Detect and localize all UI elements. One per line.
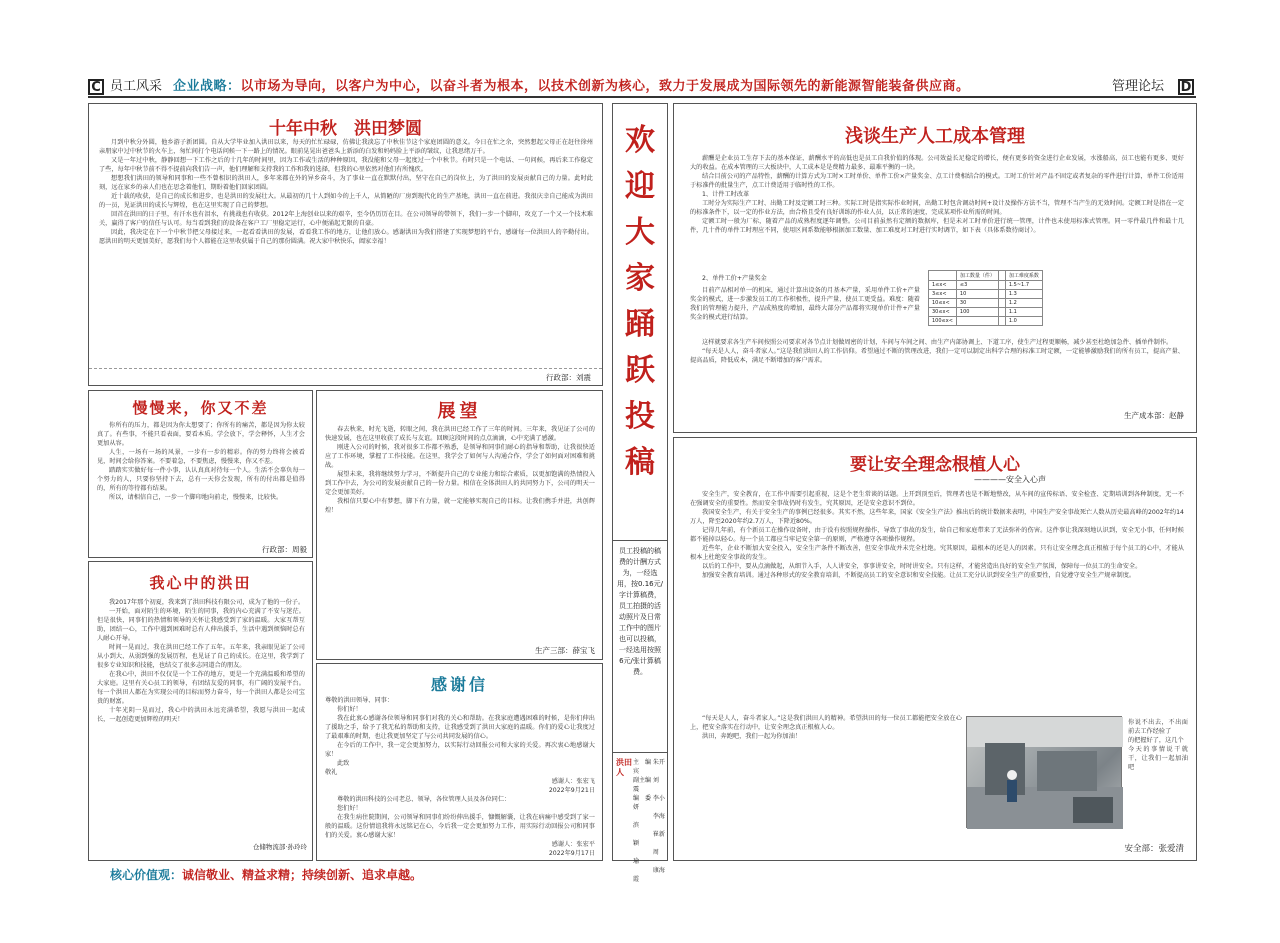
- divider: [89, 368, 602, 369]
- section-code-left: C: [88, 79, 104, 95]
- article-title: 十年中秋 洪田梦圆: [269, 119, 422, 139]
- coefficient-table: [928, 270, 1043, 326]
- paragraph: 人生，一场有一场的风景，一步有一步的精彩。你的努力终将会被看见，时间会给你答案。不要着急，不要焦虑，慢慢来，你又不差。: [97, 449, 305, 465]
- paragraph: 因此，我决定在下一个中秋节把父母接过来，一起看看洪田的发展，看看我工作的地方，让他们放心。感谢洪田为我们搭建了实现梦想的平台，感谢每一位洪田人的辛勤付出。愿洪田的明天更加美好，愿我们每个人都能在这里收获属于自己的那份圆满。祝大家中秋快乐，阖家幸福！: [99, 229, 593, 245]
- paragraph: 敬礼: [325, 769, 338, 776]
- paragraph: 所以，请相信自己，一步一个脚印地向前走，慢慢来，比较快。: [109, 494, 283, 501]
- paragraph: 工时分为实际生产工时、出勤工时及定额工时三种。实际工时是指实际作业时间，出勤工时包含调动时间+设计及操作方法不当，管理不当产生的无效时间。定额工时是指在一定的标准条件下，以一定的作业方法，由合格且受有良好训练的作业人员，以正常的速度，完成某项作业所需的时间。: [690, 200, 1184, 216]
- byline: 行政部：周毅: [262, 545, 307, 554]
- paragraph: 以后的工作中，要从点滴做起，从细节入手，人人讲安全，事事讲安全，时时讲安全。只有这样，才能营造出良好的安全生产氛围，保障每一位员工的生命安全。: [702, 563, 1142, 570]
- article-title: 浅谈生产人工成本管理: [845, 126, 1025, 147]
- paragraph: 你所有的压力，都是因为你太想要了；你所有的痛苦，都是因为你太较真了。有些事，不能只看表面，要看本质。学会放下，学会释怀，人生才会更加从容。: [97, 422, 305, 447]
- table-cell: 3≤x<: [929, 290, 957, 299]
- strategy-slogan: [173, 79, 970, 95]
- vertical-char: 跃: [625, 353, 655, 388]
- signature: 感谢人：张宏平: [551, 841, 595, 848]
- paragraph: 踏踏实实做好每一件小事，认认真真对待每一个人。生活不会辜负每一个努力的人，只要你坚持下去，总有一天你会发现，所有的付出都是值得的，所有的等待都有结果。: [97, 467, 305, 492]
- byline: 生产成本部：赵静: [1124, 411, 1184, 420]
- paragraph: 展望未来，我将继续努力学习，不断提升自己的专业能力和综合素质，以更加饱满的热情投入到工作中去，为公司的发展贡献自己的一份力量。相信在全体洪田人的共同努力下，公司的明天一定会更加美好。: [325, 471, 595, 496]
- core-values: [110, 866, 422, 883]
- article-title: 感谢信: [430, 675, 488, 694]
- table-row: [929, 281, 1043, 290]
- staff-item: 副主编 刘 震: [633, 777, 665, 793]
- table-cell: 30: [956, 299, 998, 308]
- paragraph: 我相信只要心中有梦想，脚下有力量，就一定能够实现自己的目标。让我们携手并进，共创辉煌！: [325, 498, 595, 514]
- section-code-right: D: [1178, 79, 1194, 95]
- table-cell: [998, 290, 1005, 299]
- paragraph: 薪酬是企业员工生存下去的基本保证，薪酬水平的高低也是员工自我价值的体现。公司效益长足稳定的增长，便有更多的资金进行企业发展，水涨船高，员工也能有更多、更好大的收益。在成本管理的三大板块中，人工成本是是费精力最多、最难平衡的一块。: [690, 155, 1184, 171]
- table-cell: 30≤x<: [929, 308, 957, 317]
- article-body: [99, 138, 593, 368]
- table-row: [929, 299, 1043, 308]
- article-body-side: [1128, 718, 1188, 824]
- table-cell: [956, 317, 998, 326]
- table-cell: [998, 317, 1005, 326]
- article-cost: [673, 103, 1197, 433]
- table-header: 加工数量（件）: [956, 271, 998, 281]
- article-safety: [673, 437, 1197, 861]
- article-body-lower: [690, 714, 962, 826]
- staff-list: [633, 758, 667, 883]
- article-slowly: [88, 390, 313, 558]
- paragraph: 此致: [337, 760, 350, 767]
- table-cell: 1.1: [1005, 308, 1042, 317]
- article-body: [97, 598, 305, 830]
- paragraph: 的把握好了，这几个: [1128, 737, 1184, 744]
- staff-item: 李海滨: [633, 813, 665, 829]
- article-title: 我心中的洪田: [149, 574, 252, 592]
- section-heading: 1、计件工时改革: [702, 191, 750, 198]
- strategy-text: 以市场为导向，以客户为中心，以奋斗者为根本，以技术创新为核心，致力于发展成为国际领先的新能源智能装备供应商。: [240, 79, 970, 94]
- paragraph: 十年光阴一晃而过，我心中的洪田永远充满希望，我愿与洪田一起成长，一起创造更加辉煌的明天！: [97, 707, 305, 723]
- table-row: [929, 308, 1043, 317]
- strategy-label: 企业战略：: [173, 79, 241, 94]
- section-name-left: 员工风采: [110, 79, 163, 94]
- table-cell: [929, 271, 957, 281]
- article-body-bottom: [690, 338, 1184, 402]
- article-title: 展望: [437, 401, 482, 422]
- vertical-char: 踊: [625, 307, 655, 342]
- staff-title: 洪田人: [616, 758, 632, 777]
- date: 2022年9月21日: [548, 787, 595, 794]
- vertical-char: 稿: [625, 445, 655, 480]
- article-body: [325, 425, 595, 637]
- paragraph: 目前产品相对单一的机床，通过计算出设备的月基本产量，采用单件工价+产量奖金的模式，进一步激发员工的工作积极性，提升产量，使员工更受益。难度：随着我们的管理能力提升，产品成熟度的增加，最终大部分产品都将实现单价计件+产量奖金的模式进行结算。: [690, 287, 920, 321]
- paragraph: 春去秋来，时光飞逝，转眼之间，我在洪田已经工作了三年的时间。三年来，我见证了公司的快速发展，也在这里收获了成长与友谊。回顾这段时间的点点滴滴，心中充满了感激。: [325, 426, 595, 442]
- article-thanks: [316, 663, 603, 861]
- table-cell: 1.5~1.7: [1005, 281, 1042, 290]
- paragraph: 在我心中，洪田不仅仅是一个工作的地方，更是一个充满温暖和希望的大家庭。这里有关心员工的领导，有团结友爱的同事，有广阔的发展平台。每一个洪田人都在为实现公司的目标而努力奋斗，每一个洪田人都是公司宝贵的财富。: [97, 671, 305, 705]
- byline: 生产三部：薛宝飞: [535, 646, 595, 655]
- paragraph: 我国安全生产，有关于安全生产的事例已经很多。其实不然，这些年来，国家《安全生产法》推出后的统计数据来表明，中国生产安全事故死亡人数从历史最高峰的2002年约14万人，降至2020年约2.7万人，下降近80%。: [690, 509, 1184, 525]
- staff-item: 康海霞: [633, 867, 665, 883]
- vertical-char: 家: [625, 261, 655, 296]
- divider: [613, 752, 667, 753]
- table-cell: [998, 299, 1005, 308]
- paragraph: 尊敬的洪田科技的公司老总、领导，各位管理人员及各位同仁：: [337, 796, 511, 803]
- core-values-text: 诚信敬业、精益求精；持续创新、追求卓越。: [182, 868, 423, 882]
- article-title: 慢慢来，你又不差: [132, 399, 269, 417]
- paragraph: 一开始，面对陌生的环境，陌生的同事，我的内心充满了不安与迷茫。但是很快，同事们的热情和领导的关怀让我感受到了家的温暖。大家互帮互助，团结一心，工作中遇到困难时总有人伸出援手，生活中遇到烦恼时总有人耐心开导。: [97, 608, 305, 642]
- article-outlook: [316, 390, 603, 660]
- table-cell: 100≤x<: [929, 317, 957, 326]
- core-values-label: 核心价值观：: [110, 868, 183, 882]
- factory-photo: [966, 716, 1122, 828]
- article-title: 要让安全理念根植人心: [850, 455, 1020, 475]
- paragraph: 我2017年那个初夏，我来到了洪田科技有限公司，成为了他的一份子。: [109, 599, 305, 606]
- signature: 感谢人：张宏飞: [551, 778, 595, 785]
- table-cell: 1.3: [1005, 290, 1042, 299]
- paragraph: 时间一晃而过，我在洪田已经工作了五年。五年来，我亲眼见证了公司从小到大、从弱到强的发展历程，也见证了自己的成长。在这里，我学到了很多专业知识和技能，也结交了很多志同道合的朋友。: [97, 644, 305, 669]
- paragraph: 结合目前公司的产品特性，薪酬的计算方式为工时×工时单价、单件工价×产量奖金、点工计费相结合的模式。工时工价针对产品不固定或者复杂的零件进行计算，单件工价适用于标准件的批量生产，点工计费适用于临时性的工作。: [690, 173, 1184, 189]
- table-cell: 10≤x<: [929, 299, 957, 308]
- section-name-right: 管理论坛: [1112, 79, 1165, 94]
- paragraph: “每天是人人，奋斗者家人。”这是我们洪田人的工作信仰。希望通过不断的管理改进，我们一定可以制定出科学合理的标准工时定额，一定能够激励我们的所有员工，提高产量、提高品质，降低成本，满足不断增加的客户需求。: [690, 348, 1184, 364]
- vertical-char: 投: [625, 399, 655, 434]
- vertical-char: 迎: [625, 169, 655, 204]
- table-cell: 10: [956, 290, 998, 299]
- paragraph: 定额工时一般为厂标，随着产品的成熟程度逐年调整。公司目前虽然有定额的数据库，但是未对工时单价进行统一管理，计件也未使用标准式管理。同一零件最几件和最十几件，几十件的单件工时理应不同，使用区间系数能够根据加工数量、加工难度对工时进行实时调节，如下表（具体系数待商讨）。: [690, 218, 1184, 234]
- paragraph: 回首在洪田的日子里，有汗水也有泪水，有挑战也有收获。2012年上海创业以来的艰辛，至今仍历历在目。在公司领导的带领下，我们一步一个脚印，攻克了一个又一个技术难关，赢得了客户的信任与认可。每当看到我们的设备在客户工厂里稳定运行，心中便涌起无限的自豪。: [99, 211, 593, 227]
- article-dream: [88, 103, 603, 386]
- paragraph: 月到中秋分外圆，他乡游子新团圆。自从大学毕业加入洪田以来，每天的忙忙碌碌，仿佛让我淡忘了中秋佳节这个家庭团圆的意义。今日在忙之余，突然想起父母正在赶往徐州亲朋家中过中秋节的火车上，匆忙间打个电话问候一下一路上的情况。眼前晃晃出爸爸头上新添的白发和妈妈脸上平添的皱纹，让我思绪万千。: [99, 139, 593, 155]
- paragraph: 您们好！: [337, 805, 362, 812]
- article-subtitle: ————安全入心声: [974, 475, 1046, 484]
- article-heart: [88, 561, 313, 861]
- staff-item: 主 编 朱开宾: [633, 759, 665, 775]
- paragraph: 又是一年过中秋，静静回想一下工作之后的十几年的时间里，因为工作或生活的种种原因，我没能和父母一起度过一个中秋节。有时只是一个电话、一句问候，再后来工作稳定了些，每年中秋节前不得不提前向我们告一声，他们理解和支持我的工作和我的选择，但我的心里依然对他们有所愧疚。: [99, 157, 593, 173]
- paragraph: 我在此衷心感谢各位领导和同事们对我的关心和帮助。在我家庭遭遇困难的时候，是你们伸出了援助之手，给予了我无私的帮助和支持，让我感受到了洪田大家庭的温暖。你们的爱心让我度过了最艰难的时期，也让我更加坚定了与公司共同发展的信心。: [325, 715, 595, 740]
- paragraph: 这样就要求各生产车间按照公司要求对各节点计划做周密的计划，车间与车间之间、由生产内部协调上、下道工序，使生产过程更顺畅，减少甚至杜绝加急件、插单件制作。: [702, 339, 1173, 346]
- vertical-char: 欢: [625, 123, 655, 158]
- article-body: [690, 154, 1184, 274]
- table-cell: 100: [956, 308, 998, 317]
- table-cell: 1.2: [1005, 299, 1042, 308]
- staff-item: 崔新颖: [633, 831, 665, 847]
- table-cell: [998, 281, 1005, 290]
- vertical-char: 大: [625, 215, 655, 250]
- paragraph: 近些年，企业不断加大安全投入，安全生产条件不断改善，但安全事故并未完全杜绝。究其原因，最根本的还是人的因素。只有让安全理念真正根植于每个员工的心中，才能从根本上杜绝安全事故的发生。: [690, 545, 1184, 561]
- table-row: [929, 317, 1043, 326]
- article-body: [97, 421, 305, 539]
- paragraph: 今天的事情说干就干，让我们一起加油吧: [1128, 746, 1188, 771]
- paragraph: 想想我们洪田的领导和同事和一些不曾相识的洪田人，多年来都在外的异乡奋斗，为了事业一直在默默付出，坚守在自己的岗位上，为了洪田的发展贡献自己的力量。此时此刻，远在家乡的亲人们也在思念着他们，期盼着他们回家团圆。: [99, 175, 593, 191]
- middle-column: [612, 103, 668, 883]
- paragraph: 记得几年前，有个新员工在操作设备时，由于没有按照规程操作，导致了事故的发生，给自己和家庭带来了无法弥补的伤害。这件事让我深刻地认识到，安全无小事，任何时候都不能掉以轻心。每一个员工都应当牢记安全第一的原则，严格遵守各项操作规程。: [690, 527, 1184, 543]
- paragraph: 在我生病住院期间，公司领导和同事们纷纷伸出援手，慷慨解囊，让我在病痛中感受到了家一般的温暖。这份情谊我将永远铭记在心，今后我一定会更加努力工作，用实际行动回报公司和同事们的关爱。衷心感谢大家！: [325, 814, 595, 839]
- coefficient-table-grid: [928, 270, 1043, 326]
- section-heading: 2、单件工价+产量奖金: [702, 275, 767, 282]
- article-body: [325, 696, 595, 858]
- paragraph: 刚进入公司的时候，我对很多工作都不熟悉，是领导和同事们耐心的指导和帮助，让我很快适应了工作环境，掌握了工作技能。在这里，我学会了如何与人沟通合作，学会了如何面对困难和挑战。: [325, 444, 595, 469]
- staff-item: 编 委 李小妍: [633, 795, 665, 811]
- table-cell: 1.0: [1005, 317, 1042, 326]
- factory-photo-illustration: [967, 717, 1123, 829]
- paragraph: 在今后的工作中，我一定会更加努力，以实际行动回报公司和大家的关爱。再次衷心地感谢大家！: [325, 742, 595, 758]
- submission-note: 员工投稿的稿费的计酬方式为，一经选用，按0.16元/字计算稿费，员工拍摄的活动照片及日常工作中的图片也可以投稿，一经选用按照6元/张计算稿费。: [617, 547, 663, 676]
- paragraph: 近十载的收获，是自己的成长和进步，也是洪田的发展壮大。从最初的几十人到如今的上千人，从简陋的厂房到现代化的生产基地，洪田一直在前进。我很庆幸自己能成为洪田的一员，见证洪田的成长与辉煌，也在这里实现了自己的梦想。: [99, 193, 593, 209]
- table-cell: 1≤x<: [929, 281, 957, 290]
- table-cell: [998, 308, 1005, 317]
- date: 2022年9月17日: [548, 850, 595, 857]
- byline: 仓储物流部·孙玲玲: [252, 843, 307, 851]
- table-cell: [998, 271, 1005, 281]
- paragraph: 洪田，奔跑吧，我们一起为你加油！: [702, 733, 801, 740]
- byline: 安全部：张爱清: [1124, 844, 1184, 854]
- paragraph: “每天是人人，奋斗者家人。”这是我们洪田人的精神。希望洪田的每一位员工都能把安全放在心上，把安全落实在行动中，让安全理念真正根植人心。: [690, 715, 962, 731]
- greeting: 尊敬的洪田领导、同事：: [325, 697, 394, 704]
- table-cell: ≤3: [956, 281, 998, 290]
- staff-item: 周 瑜: [633, 849, 665, 865]
- table-header: 加工难度系数: [1005, 271, 1042, 281]
- byline: 行政部：刘震: [546, 373, 591, 382]
- article-body: [690, 490, 1184, 712]
- paragraph: 加强安全教育培训。通过各种形式的安全教育培训，不断提高员工的安全意识和安全技能。让员工充分认识到安全生产的重要性，自觉遵守安全生产规章制度。: [702, 572, 1136, 579]
- call-for-submissions: [613, 118, 667, 486]
- table-row: [929, 290, 1043, 299]
- paragraph: 你们好！: [337, 706, 362, 713]
- divider: [613, 540, 667, 541]
- paragraph: 安全生产，安全教育，在工作中需要引起重视，这是个老生常谈的话题。上开到顶至后，管理者也是不断地整改，从车间的宣传标语、安全检查、定期培训到各种制度，无一不在强调安全的重要性。然而安全事故仍时有发生，究其原因，还是安全意识不到位。: [690, 491, 1184, 507]
- paragraph: 你说不出去，不出面前去工作经验了: [1128, 719, 1188, 735]
